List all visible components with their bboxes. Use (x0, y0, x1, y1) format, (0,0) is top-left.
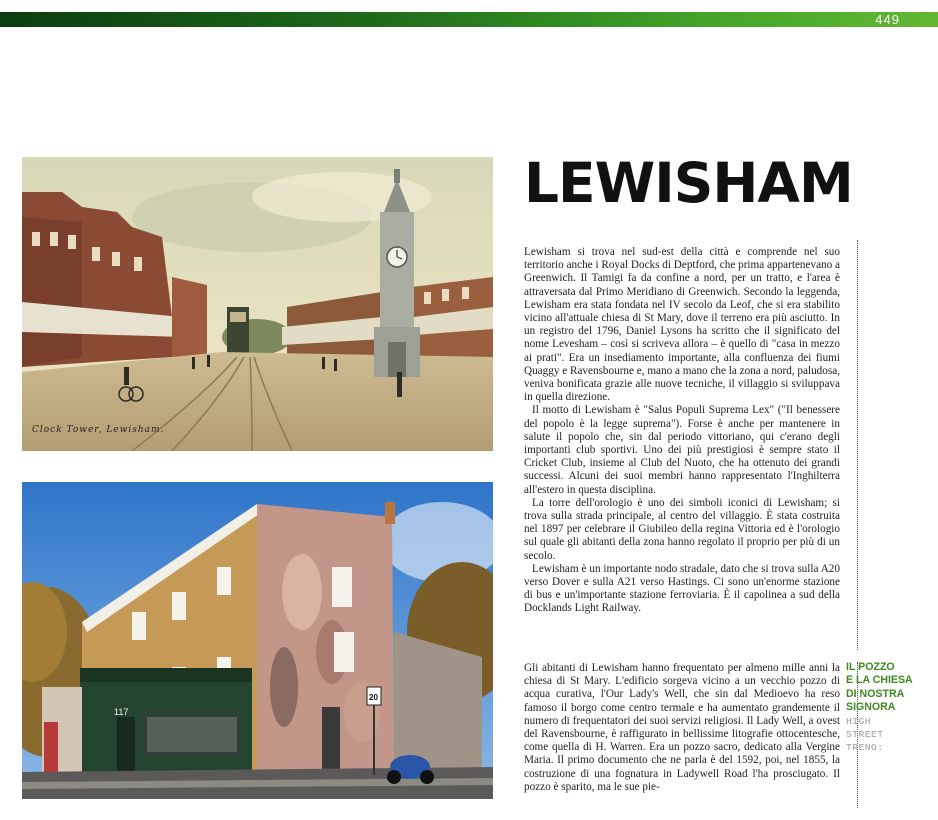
article-paragraph: La torre dell'orologio è uno dei simboli iconici di Lewisham; si trova sulla strada principale, al centro del villaggio. È stata costruita nel 1897 per celebrare il Giubileo della regina Vittoria ed è l'orologio sul quale gli abitanti della zona hanno regolato il proprio per più di un secolo. (524, 496, 840, 562)
page-number: 449 (875, 12, 900, 27)
sidebar-heading-line: DI NOSTRA (846, 687, 905, 700)
mural-building-image (22, 482, 493, 799)
sidebar-box (846, 661, 936, 755)
page-header-bar (0, 12, 938, 27)
page-title: LEWISHAM (524, 151, 853, 215)
sidebar-heading-line: E LA CHIESA (846, 674, 913, 687)
shop-number: 117 (114, 707, 129, 717)
postcard-caption: Clock Tower, Lewisham. (32, 425, 165, 435)
article-paragraph: Il motto di Lewisham è "Salus Populi Suprema Lex" ("Il benessere del popolo è la legge suprema"). Forse è anche per mantenere in salute il popolo che, sin dal periodo vittoriano, qui c'erano degli importanti club sportivi. Uno dei più prestigiosi è sempre stato il Cricket Club, insieme al Club del Nuoto, che ha ottenuto dei grandi successi. Alcuni dei suoi membri hanno rappresentato l'Inghilterra all'estero in questa disciplina. (524, 404, 840, 496)
clock-tower-postcard-image (22, 157, 493, 451)
speed-sign-number: 20 (369, 693, 378, 702)
article-paragraph: Gli abitanti di Lewisham hanno frequentato per almeno mille anni la chiesa di St Mary. L'edificio sorgeva vicino a un vecchio pozzo di acqua curativa, l'Our Lady's Well, che sin dal Medioevo ha reso famoso il borgo come centro termale e ha aumentato grandemente il numero di frequentatori dei suoi servizi religiosi. Il Lady Well, a ovest del Ravensbourne, è raffigurato in bellissime litografie ottocentesche, come quella di H. Warren. Era un pozzo sacro, dedicato alla Vergine Maria. Il primo documento che ne parla è del 1592, poi, nel 1855, la costruzione di una fognatura in Ladywell Road l'ha prosciugato. Il pozzo è sparito, ma le sue pie- (524, 662, 840, 793)
column-divider (857, 240, 858, 650)
sidebar-sub-line: HIGH (846, 715, 872, 727)
sidebar-heading-line: SIGNORA (846, 701, 896, 714)
article-paragraph: Lewisham è un importante nodo stradale, dato che si trova sulla A20 verso Dover e sulla A21 verso Hastings. Ci sono un'enorme stazione di bus e un'importante stazione ferroviaria. È il capolinea a sud della Docklands Light Railway. (524, 562, 840, 615)
sidebar-heading-line: IL POZZO (846, 661, 895, 673)
article-paragraph: Lewisham si trova nel sud-est della città e comprende nel suo territorio anche i Royal Docks di Deptford, che prima appartenevano a Greenwich. Il Tamigi fa da confine a nord, per un tratto, e l'area è attraversata dal Primo Meridiano di Greenwich. Secondo la leggenda, Lewisham era stata fondata nel IV secolo da Leof, che si era stabilito vicino all'attuale chiesa di St Mary, dove il terreno era più asciutto. In un registro del 1796, Daniel Lysons ha scritto che il significato del nome Levesham – così si scriveva allora – è quello di "casa in mezzo ai prati". Era un insediamento importante, alla confluenza dei fiumi Quaggy e Ravensbourne e, mano a mano che la zona a nord, paludosa, veniva bonificata grazie alle nuove tecniche, il villaggio si sviluppava in quella direzione. (524, 246, 840, 404)
well-article-text (524, 662, 840, 794)
sidebar-sub-line: STREET (846, 729, 884, 741)
sidebar-sub-line: TRENO: (846, 742, 884, 754)
main-article-text (524, 246, 840, 616)
